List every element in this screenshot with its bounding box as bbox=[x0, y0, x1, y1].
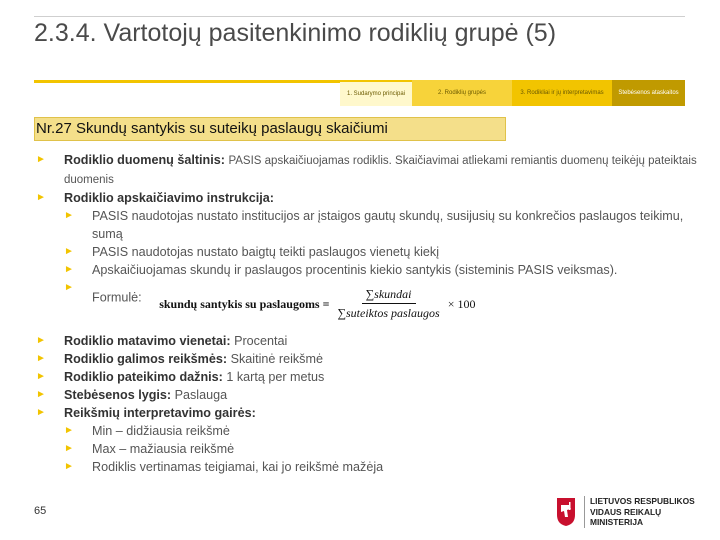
ministry-logo-text bbox=[584, 496, 695, 528]
triangle-bullet-icon: ► bbox=[64, 264, 74, 275]
ministry-line: LIETUVOS RESPUBLIKOS bbox=[590, 496, 695, 506]
nav-tab-label: 1. Sudarymo principai bbox=[346, 91, 406, 97]
property-value: Skaitinė reikšmė bbox=[230, 352, 323, 366]
guideline-text: Rodiklis vertinamas teigiamai, kai jo reikšmė mažėja bbox=[92, 460, 384, 474]
list-item bbox=[34, 386, 704, 404]
property-label: Rodiklio matavimo vienetai: bbox=[64, 334, 231, 348]
formula-numerator: ∑skundai bbox=[362, 285, 416, 304]
list-item bbox=[34, 350, 704, 368]
property-label: Rodiklio galimos reikšmės: bbox=[64, 352, 228, 366]
item-label: Rodiklio apskaičiavimo instrukcija: bbox=[64, 191, 274, 205]
instruction-text: Apskaičiuojamas skundų ir paslaugos procentinis kiekio santykis (sisteminis PASIS veiksmas). bbox=[92, 263, 618, 277]
page-number: 65 bbox=[34, 505, 47, 517]
nav-tab-indicators[interactable] bbox=[512, 80, 612, 106]
list-item bbox=[34, 404, 704, 422]
list-item bbox=[34, 151, 704, 189]
formula bbox=[159, 285, 475, 322]
triangle-bullet-icon: ► bbox=[36, 353, 46, 364]
triangle-bullet-icon: ► bbox=[64, 443, 74, 454]
top-divider bbox=[34, 16, 685, 17]
nav-tab-reports[interactable] bbox=[612, 80, 685, 106]
indicator-details bbox=[34, 151, 704, 476]
instruction-text: Formulė: bbox=[92, 290, 142, 305]
guideline-text: Min – didžiausia reikšmė bbox=[92, 424, 230, 438]
nav-tab-groups[interactable] bbox=[412, 80, 512, 106]
triangle-bullet-icon: ► bbox=[64, 461, 74, 472]
vytis-coat-of-arms-icon bbox=[556, 497, 576, 527]
item-label: Rodiklio duomenų šaltinis: bbox=[64, 153, 225, 167]
property-value: Procentai bbox=[234, 334, 288, 348]
triangle-bullet-icon: ► bbox=[36, 407, 46, 418]
triangle-bullet-icon: ► bbox=[64, 425, 74, 436]
title-underline bbox=[34, 80, 340, 83]
triangle-bullet-icon: ► bbox=[64, 210, 74, 221]
formula-lhs: skundų santykis su paslaugoms = bbox=[159, 296, 330, 311]
nav-tab-label: 2. Rodiklių grupės bbox=[437, 90, 487, 96]
list-item bbox=[34, 422, 704, 440]
instruction-text: PASIS naudotojas nustato baigtų teikti paslaugos vienetų kiekį bbox=[92, 245, 440, 259]
triangle-bullet-icon: ► bbox=[64, 246, 74, 257]
list-item bbox=[34, 279, 704, 320]
triangle-bullet-icon: ► bbox=[36, 154, 46, 165]
triangle-bullet-icon: ► bbox=[36, 371, 46, 382]
list-item bbox=[34, 332, 704, 350]
section-title: Nr.27 Skundų santykis su suteikų paslaugų skaičiumi bbox=[36, 120, 388, 137]
property-value: Paslauga bbox=[174, 388, 228, 402]
list-item bbox=[34, 261, 704, 279]
triangle-bullet-icon: ► bbox=[64, 282, 74, 293]
instruction-text: PASIS naudotojas nustato institucijos ar įstaigos gautų skundų, susijusių su konkrečios paslaugos teikimu, sumą bbox=[92, 209, 684, 241]
nav-tab-principles[interactable] bbox=[340, 80, 412, 106]
ministry-line: VIDAUS REIKALŲ bbox=[590, 506, 662, 517]
formula-denominator: ∑suteiktos paslaugos bbox=[337, 306, 440, 320]
triangle-bullet-icon: ► bbox=[36, 389, 46, 400]
list-item bbox=[34, 458, 704, 476]
page-title: 2.3.4. Vartotojų pasitenkinimo rodiklių grupė (5) bbox=[34, 19, 557, 47]
list-item bbox=[34, 207, 704, 243]
property-label: Stebėsenos lygis: bbox=[64, 388, 172, 402]
list-item bbox=[34, 440, 704, 458]
item-text: PASIS apskaičiuojamas rodiklis. Skaičiavimai atliekami remiantis duomenų teikėjų pateiktais duomenis bbox=[64, 155, 697, 186]
triangle-bullet-icon: ► bbox=[36, 192, 46, 203]
list-item bbox=[34, 243, 704, 261]
property-label: Rodiklio pateikimo dažnis: bbox=[64, 370, 223, 384]
ministry-line: MINISTERIJA bbox=[590, 517, 644, 527]
nav-tab-label: 3. Rodikliai ir jų interpretavimas bbox=[520, 90, 604, 96]
list-item bbox=[34, 189, 704, 207]
formula-multiplier: × 100 bbox=[447, 296, 476, 311]
formula-fraction bbox=[333, 285, 443, 322]
nav-tab-label: Stebėsenos ataskaitos bbox=[618, 90, 679, 96]
property-label: Reikšmių interpretavimo gairės: bbox=[64, 406, 256, 420]
list-item bbox=[34, 368, 704, 386]
triangle-bullet-icon: ► bbox=[36, 335, 46, 346]
property-value: 1 kartą per metus bbox=[226, 370, 325, 384]
guideline-text: Max – mažiausia reikšmė bbox=[92, 442, 235, 456]
